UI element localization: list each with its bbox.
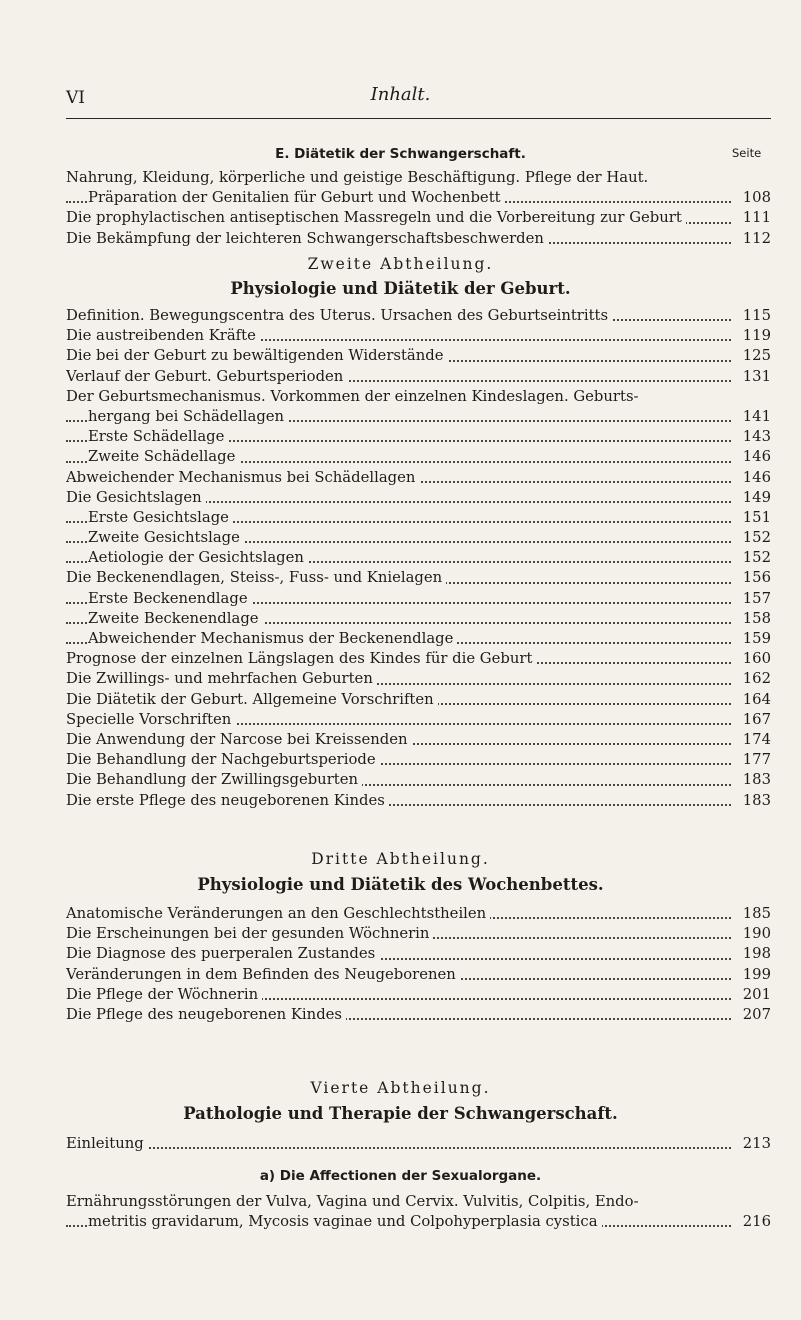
toc-page: 143	[735, 427, 771, 447]
toc-page: 185	[735, 904, 771, 924]
toc-page: 199	[735, 965, 771, 985]
toc-entry: Anatomische Veränderungen an den Geschlechtstheilen 185	[66, 904, 771, 924]
toc-page: 115	[735, 306, 771, 326]
seite-label: Seite	[732, 146, 762, 160]
toc-entry: Erste Beckenendlage 157	[66, 589, 771, 609]
page-number: VI	[66, 88, 85, 108]
division-title-4: Pathologie und Therapie der Schwangerschaft.	[183, 1104, 618, 1123]
toc-entry: Die Diätetik der Geburt. Allgemeine Vorschriften 164	[66, 690, 771, 710]
header-rule	[66, 118, 771, 119]
toc-page: 207	[735, 1005, 771, 1025]
division-title-2: Physiologie und Diätetik der Geburt.	[230, 279, 571, 298]
toc-entry: Erste Schädellage 143	[66, 427, 771, 447]
toc-page: 125	[735, 346, 771, 366]
toc-entry: Der Geburtsmechanismus. Vorkommen der einzelnen Kindeslagen. Geburts- hergang bei Schädellagen 141	[66, 387, 771, 427]
toc-entry: Ernährungsstörungen der Vulva, Vagina und Cervix. Vulvitis, Colpitis, Endo- metritis gravidarum, Mycosis vaginae und Colpohyperplasia cystica 216	[66, 1192, 771, 1232]
toc-entry: Die Bekämpfung der leichteren Schwangerschaftsbeschwerden 112	[66, 229, 771, 249]
toc-page: 167	[735, 710, 771, 730]
toc-entry: Einleitung 213	[66, 1134, 771, 1154]
toc-page: 159	[735, 629, 771, 649]
toc-entry: Verlauf der Geburt. Geburtsperioden 131	[66, 367, 771, 387]
toc-page: 131	[735, 367, 771, 387]
toc-division-3	[66, 904, 771, 1025]
toc-page: 152	[735, 528, 771, 548]
toc-page: 158	[735, 609, 771, 629]
toc-entry: Veränderungen in dem Befinden des Neugeborenen 199	[66, 965, 771, 985]
toc-entry: Die Behandlung der Zwillingsgeburten 183	[66, 770, 771, 790]
toc-page: 183	[735, 791, 771, 811]
toc-page: 112	[735, 229, 771, 249]
toc-page: 152	[735, 548, 771, 568]
toc-division-4-intro	[66, 1134, 771, 1154]
toc-page: 201	[735, 985, 771, 1005]
toc-entry: Die austreibenden Kräfte 119	[66, 326, 771, 346]
toc-entry: Abweichender Mechanismus bei Schädellagen 146	[66, 468, 771, 488]
toc-entry: Zweite Schädellage 146	[66, 447, 771, 467]
toc-entry: Specielle Vorschriften 167	[66, 710, 771, 730]
toc-page: 151	[735, 508, 771, 528]
division-label-3: Dritte Abtheilung.	[311, 850, 490, 868]
toc-page: 160	[735, 649, 771, 669]
toc-page: 177	[735, 750, 771, 770]
division-label-4: Vierte Abtheilung.	[310, 1079, 491, 1097]
toc-page: 164	[735, 690, 771, 710]
toc-entry: Prognose der einzelnen Längslagen des Kindes für die Geburt 160	[66, 649, 771, 669]
sub-heading-a: a) Die Affectionen der Sexualorgane.	[259, 1168, 542, 1184]
toc-entry: Zweite Beckenendlage 158	[66, 609, 771, 629]
division-title-3: Physiologie und Diätetik des Wochenbettes.	[197, 875, 604, 894]
toc-entry: Die Erscheinungen bei der gesunden Wöchnerin 190	[66, 924, 771, 944]
toc-entry: Die Beckenendlagen, Steiss-, Fuss- und Knielagen 156	[66, 568, 771, 588]
toc-page: 146	[735, 468, 771, 488]
toc-page: 108	[735, 188, 771, 208]
toc-entry: Die prophylactischen antiseptischen Massregeln und die Vorbereitung zur Geburt 111	[66, 208, 771, 228]
section-heading-e: E. Diätetik der Schwangerschaft.	[275, 146, 526, 162]
toc-page: 157	[735, 589, 771, 609]
toc-entry: Die Behandlung der Nachgeburtsperiode 177	[66, 750, 771, 770]
toc-entry: Erste Gesichtslage 151	[66, 508, 771, 528]
toc-entry: Nahrung, Kleidung, körperliche und geistige Beschäftigung. Pflege der Haut. Präparation der Genitalien für Geburt und Wochenbett 108	[66, 168, 771, 208]
toc-entry: Definition. Bewegungscentra des Uterus. Ursachen des Geburtseintritts 115	[66, 306, 771, 326]
toc-entry: Die Pflege des neugeborenen Kindes 207	[66, 1005, 771, 1025]
toc-division-2	[66, 306, 771, 811]
toc-page: 162	[735, 669, 771, 689]
toc-section-e	[66, 168, 771, 249]
toc-page: 190	[735, 924, 771, 944]
toc-page: 198	[735, 944, 771, 964]
toc-page: 156	[735, 568, 771, 588]
toc-page: 141	[735, 407, 771, 427]
page-header	[0, 80, 801, 120]
toc-entry: Die Pflege der Wöchnerin 201	[66, 985, 771, 1005]
toc-entry: Die Zwillings- und mehrfachen Geburten 162	[66, 669, 771, 689]
toc-entry: Aetiologie der Gesichtslagen 152	[66, 548, 771, 568]
toc-page: 149	[735, 488, 771, 508]
toc-division-4	[66, 1192, 771, 1232]
toc-page: 183	[735, 770, 771, 790]
toc-entry: Die Anwendung der Narcose bei Kreissenden 174	[66, 730, 771, 750]
toc-page: 111	[735, 208, 771, 228]
toc-entry: Die Gesichtslagen 149	[66, 488, 771, 508]
toc-page: 216	[735, 1212, 771, 1232]
division-label-2: Zweite Abtheilung.	[307, 255, 494, 273]
running-title: Inhalt.	[370, 84, 431, 105]
toc-entry: Die bei der Geburt zu bewältigenden Widerstände 125	[66, 346, 771, 366]
toc-page: 146	[735, 447, 771, 467]
toc-entry: Abweichender Mechanismus der Beckenendlage 159	[66, 629, 771, 649]
toc-page: 174	[735, 730, 771, 750]
toc-page: 213	[735, 1134, 771, 1154]
toc-page: 119	[735, 326, 771, 346]
toc-entry: Die Diagnose des puerperalen Zustandes 198	[66, 944, 771, 964]
toc-entry: Zweite Gesichtslage 152	[66, 528, 771, 548]
toc-entry: Die erste Pflege des neugeborenen Kindes 183	[66, 791, 771, 811]
